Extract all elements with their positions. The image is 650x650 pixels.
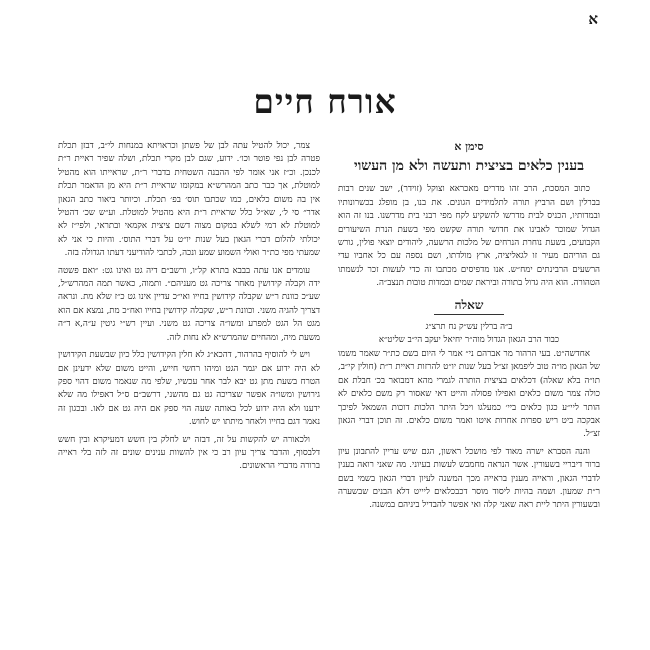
- left-paragraph-3: ויש לי להוסיף בהרהור, דהכא״ג לא חלין הקידושין כלל כיון שבשעת הקידושין לא היה ידוע אם יגמר הגט ומיהו רחשי חייש, והייט משום שלא ידעינן אם הטרח בשעת מתן גט יבא לבר אחר עכשיו, שלפי מה שנאמר משום דהוי ספק גירושין ומשו״ה אפשר שצריכה גט גם מהשני, דרשב״ם ס״ל דאפילו מה שלא ידענו ולא היה ידוע לכל באותה שעה הוי ספק אם היה גט אם לאו. ובכגון זה נאמר דגם בחייו ולאחר מיתתו יש לחוש.: [58, 350, 320, 428]
- siman-title: בענין כלאים בציצית ותעשה ולא מן העשוי: [354, 158, 584, 175]
- intro-paragraph: כתוב המסכת, הרב זהו מדרים מאכראא וצוקל (זוידר), ישב שנים רבות בברלין ושם הרביץ תורה לתלמידים הגונים. את בנו, בן מופלג בכשרונותיו ובמדותיו, הכניס לבית מדרשו להשקיע לקח מפי רבני בית מדרשנו. בנו זה הוא הגדול שמוכר לאבינו את חדושי תורה שקשט מפי בשעת הנרת השיעורים הקבועים, בשעת נוחרת הנרחים של מלכות הרשעה, ליהודים יוצאי פולין, גורש גם הוריהם מעיר זו לגאליציה, ארץ מולדתו, ושם נספה עם כל אחביו עדי הרשעים הרבינתים ימח״ש. אנו מדפיסים מכתבו זה כדי לעשות זכר לנשמתו הטהורה. הוא היה גדול בתורה וביראת שמים ובמדות טובות תנצב״ה.: [338, 184, 600, 289]
- left-paragraph-4: ולכאורה יש להקשות על זה, דבזה יש לחלק בין חשש דמעיקרא ובין חשש דלבסוף, והדבר צריך עיון רב כי אין להשוות ענינים שונים זה לזה בלי ראייה ברורה מדברי הראשונים.: [58, 434, 320, 472]
- left-paragraph-2: עומדים אנו עתה בבבא בתרא קל״ו, ורשב״ם דיה גט ואינו גט: ״ואם פשטה ידה וקבלה קידושין מאחר צריכה גט מעניהם״. ותמוה, כאשר תמה המהרש״ל, שע״כ כוונת ר״ש שקבלה קידושין בחייו ואי״כ עדיין אינו גט כ״ז שלא מת. ונראה דצריך להגיה משני. וכוונת ר״ש, שקבלה קידושין בחייו ואח״כ מת, נמצא אם הוא מגט הל הגט למפרע ומשו״ה צריכה גט משני. ועיין רש״י גיטין ע״ה,א ד״ה משעת מיה, ומהחיים שהמרש״א לא נחות לזה.: [58, 265, 320, 343]
- date-line: ב״ה ברלין עש״ק נח תרצ״ג: [425, 322, 513, 333]
- left-column: [58, 140, 320, 478]
- addressee-line: כבוד הרב הגאון הגדול מוה״ר יחיאל יעקב הי״ב שליט״א: [378, 335, 560, 346]
- page-title: אורח חיים: [253, 82, 397, 121]
- right-column: [338, 140, 600, 517]
- siman-label: סימן א: [454, 140, 484, 153]
- left-paragraph-1: צמר, יכול להטיל עתה לבן של פשתן וכראויתא במנחות לי״ב, דבזן תכלת פטרה לבן נפי פוטר וכו׳. ידוע, שגם לבן מקרי תכלת, ושלה שפיר ראיית ר״ת לכנכן. וכ״ז אני אומר לפי ההבנה השטחית בדברי ר״ת, שראייתו הוא מהטיל למוטלת, אך כבר כתב המהרש״א במקומו שראיית ר״ת היא מן הדאמר תכלת אין בה משום כלאים, כמו שכתבו תוס׳ בפ׳ תכלת. וכיותר ביאור כתב הגאון אדר״ סי ל׳, שא״ל כלל שראיית ר״ת היא מהטיל למוטלת. וע״ש שכ׳ דהטיל למוטלת לא דמי לשלא במקום מצוה דשם ציצית אקמאי ובתראי, ולפי״ז לא יכולתי להלום דברי הגאון בעל שנות יו״ט על דברי התוס׳. והיות כי אני לא שמעתי מפי כת״ר ואולי השמוע שמע ונכה, לכתבי להודיעני דעתו הגדולה בזה.: [58, 141, 320, 259]
- page-number-letter: א: [588, 10, 598, 28]
- body-paragraph-2: והנה הסברא ישרה מאוד לפי מושכל ראשון, הגם שיש עריין להתבונן עיון ברור דיבריי בשעורין. אשר הנראה מחמבש לעשות בעיוני. מה שאני רואה בענין לדברי הגאון, וראייה מענין בראייה מכך המשנה לעיון דברי הגאון בשמי בשם ר״ת שמעון. ושמה בהיות ליסוד מוסר דכבכלאים ליייט דלא הבנים שבשערה ובשעורין היתר ליית ראה שאני קלה ואי אפשר להבדיל ביניהם במשנה.: [338, 446, 600, 511]
- heading-rule: [434, 314, 504, 315]
- section-heading: שאלה: [454, 297, 484, 312]
- body-paragraph-1: אחדשה״ט. בעי הרהור מר אברהם ני״ אמר לי היום בשם כת״ר שאמר משמו של הגאון מו״ה טוב ליפמאן זצ״ל בעל שנות יו״ט להרזות ראיית ר״ת (חולין קי״ב, תו״ה בלא שאלה) דכלאים בציצית הותרה לגמרי מהא דמבואר בכ׳ חבלת אם כולה צמר משום כלאים ואפילו פסולה והייט דאי שאסור רק משם כלאים לא הותר ליי״ע כגון כלאים ביי׳ כמעלגו ויכל היתר הלכות דוכות השמאל לפיכך אבקכה ביט ריש ספרות אחרות איטו ואמר משום כלאים. זה תוכן דברי הגאון זצ״ל.: [338, 348, 600, 440]
